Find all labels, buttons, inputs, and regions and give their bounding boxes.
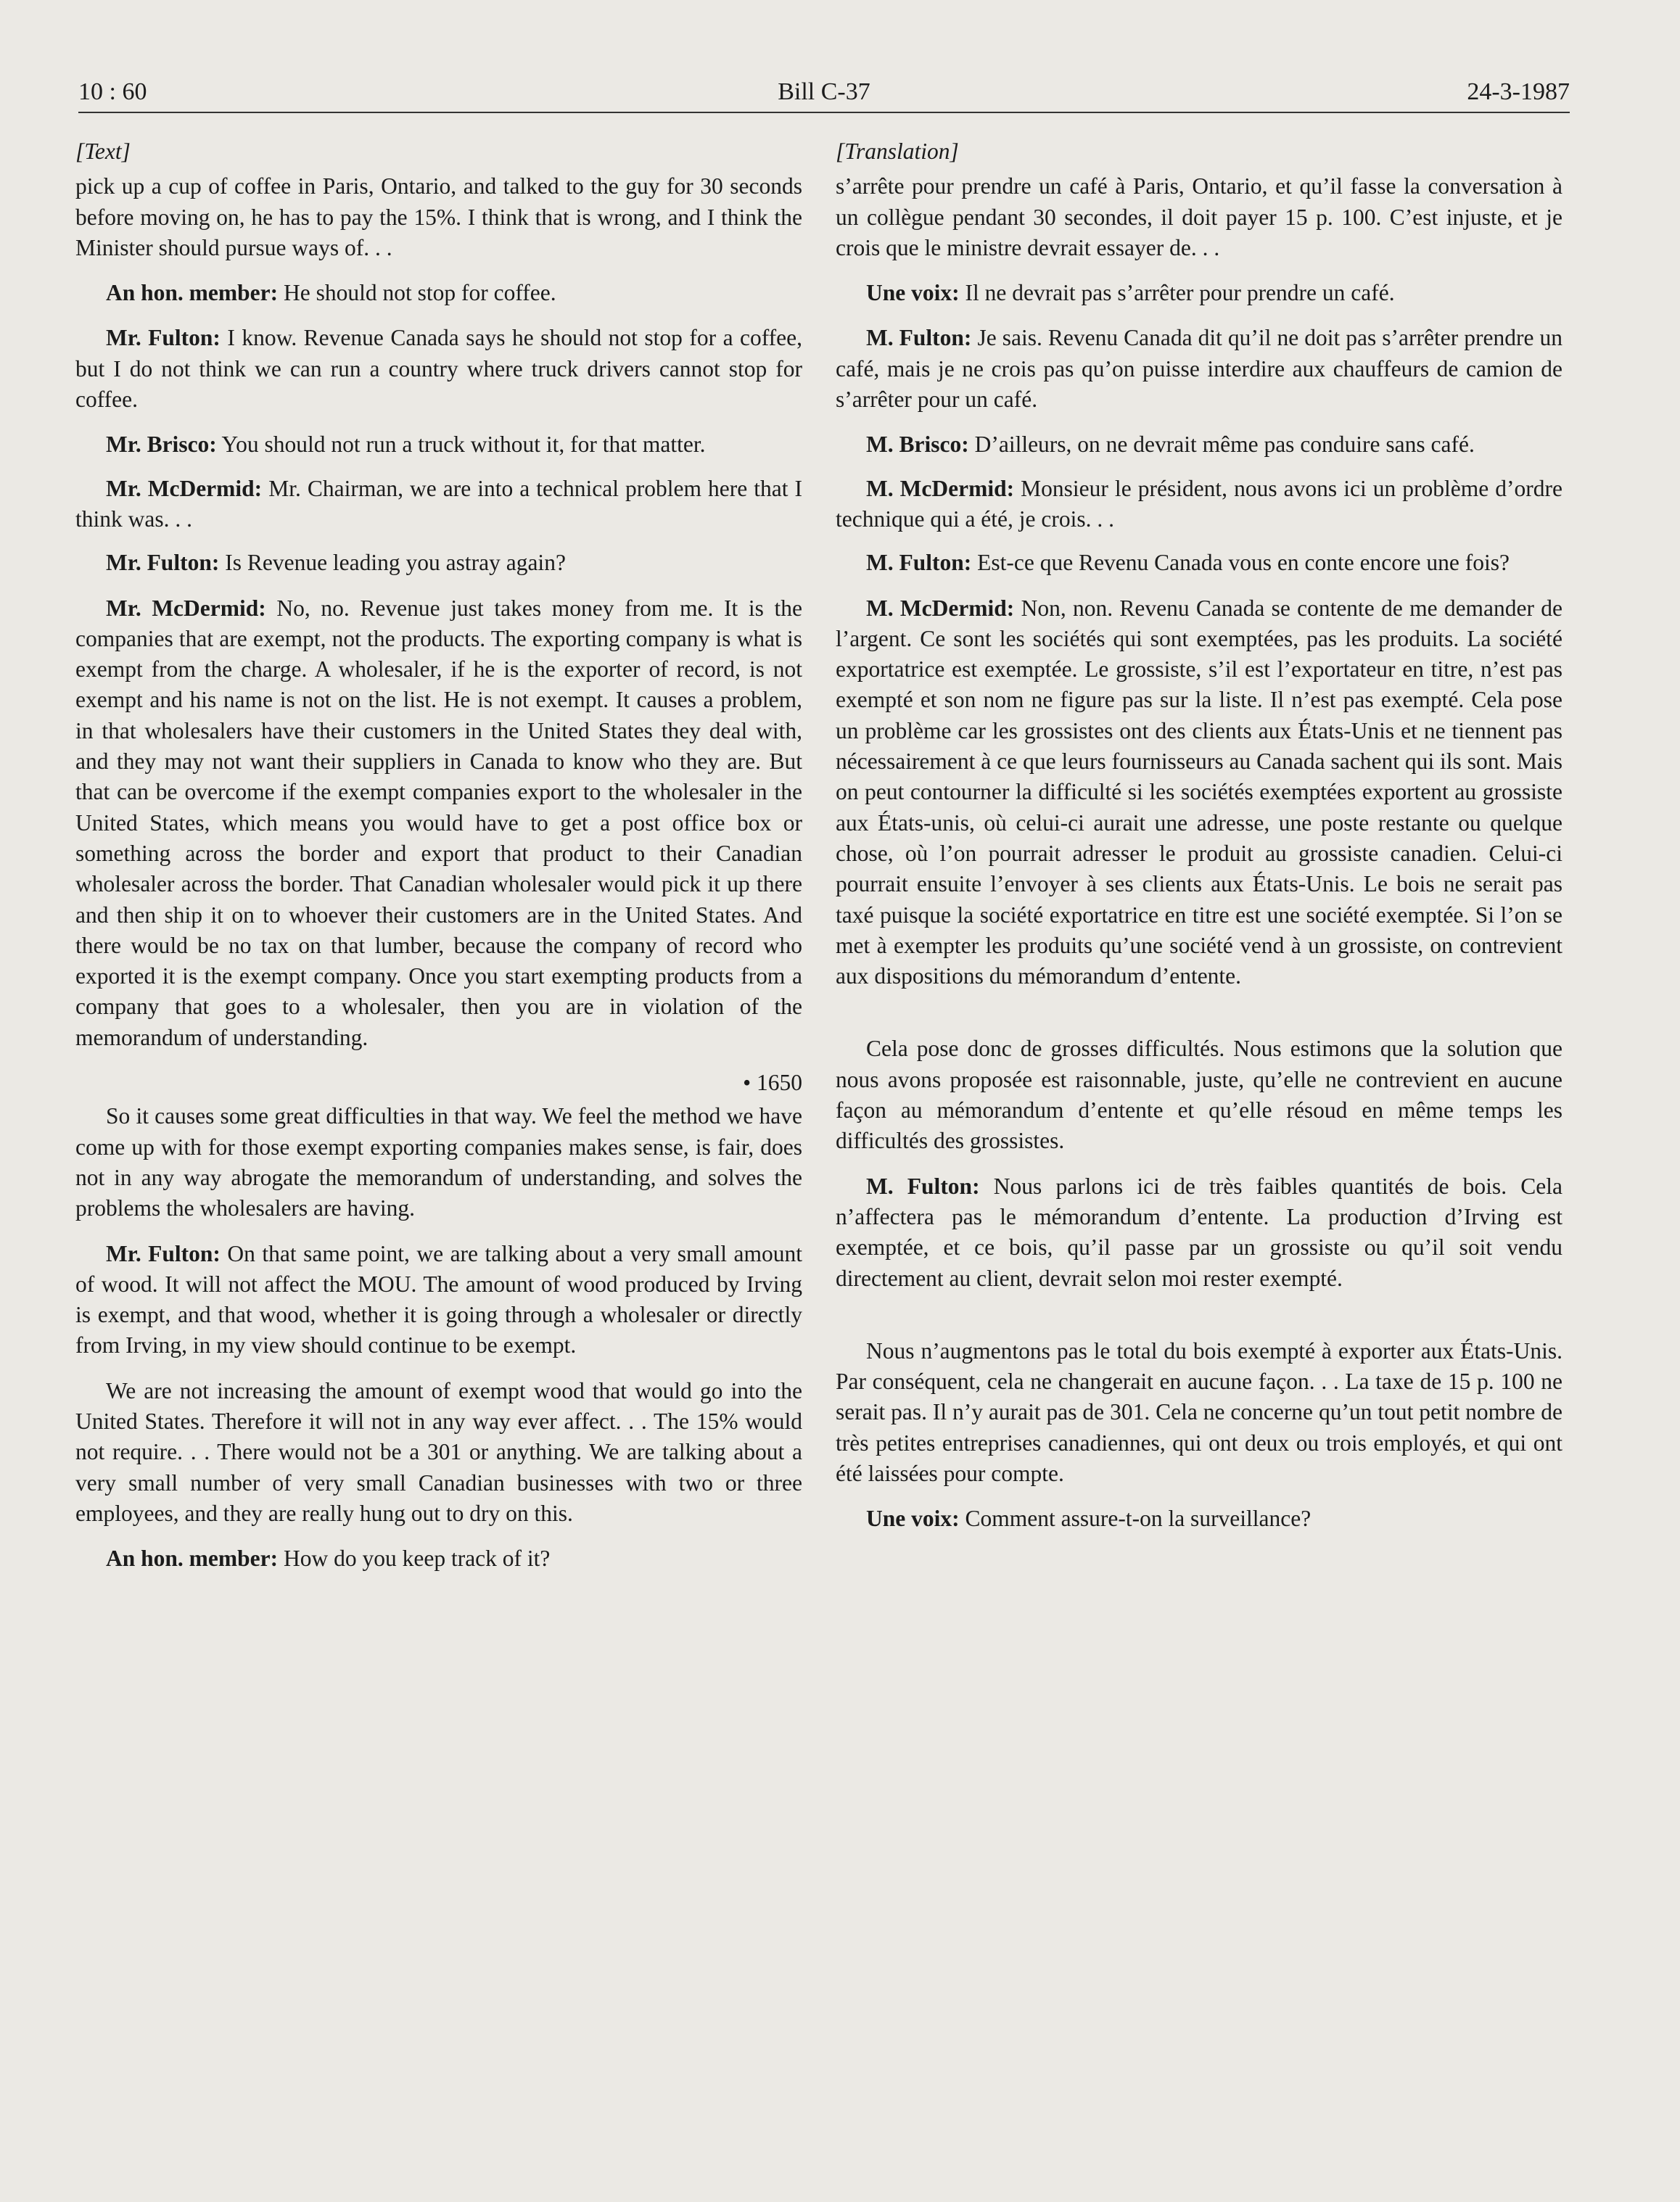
speaker: M. Fulton: — [866, 325, 972, 351]
paragraph: M. McDermid: Monsieur le président, nous avons ici un problème d’ordre technique qui a été, je crois. . . — [836, 475, 1563, 532]
speaker: M. Fulton: — [866, 1173, 980, 1199]
paragraph: pick up a cup of coffee in Paris, Ontario, and talked to the guy for 30 seconds before moving on, he has to pay the 15%. I think that is wrong, and I think the Minister should pursue ways of. . . — [75, 173, 802, 260]
paragraph: Nous n’augmentons pas le total du bois exempté à exporter aux États-Unis. Par conséquent, cela ne changerait en aucune façon. . . La taxe de 15 p. 100 ne serait pas. Il n’y aurait pas de 301. Cela ne concerne qu’un tout petit nombre de très petites entreprises canadiennes, qui ont deux ou trois employés, et qui ont été laissées pour compte. — [836, 1337, 1562, 1486]
speaker: M. Fulton: — [866, 550, 972, 576]
speaker: Une voix: — [866, 280, 960, 306]
time-mark: • 1650 — [743, 1070, 802, 1096]
paragraph: Une voix: Il ne devrait pas s’arrêter pour prendre un café. — [866, 280, 1395, 306]
page-header — [78, 73, 1570, 113]
speaker: M. McDermid: — [866, 595, 1015, 621]
paragraph: M. Brisco: D’ailleurs, on ne devrait même pas conduire sans café. — [866, 432, 1475, 458]
speaker: Mr. Fulton: — [106, 550, 220, 576]
paragraph: Mr. Brisco: You should not run a truck without it, for that matter. — [106, 432, 706, 458]
paragraph: Mr. McDermid: Mr. Chairman, we are into a technical problem here that I think was. . . — [75, 475, 802, 532]
speaker: An hon. member: — [106, 1546, 279, 1572]
page-number: 10 : 60 — [78, 78, 147, 105]
speaker: An hon. member: — [106, 280, 279, 306]
paragraph: M. Fulton: Nous parlons ici de très faibles quantités de bois. Cela n’affectera pas le mémorandum d’entente. La production d’Irving est exemptée, et ce bois, qu’il passe par un grossiste ou qu’il soit vendu directement au client, devrait selon moi rester exempté. — [836, 1173, 1562, 1291]
text-label: [Text] — [75, 139, 131, 164]
speaker: Mr. McDermid: — [106, 475, 263, 501]
paragraph: M. Fulton: Est-ce que Revenu Canada vous en conte encore une fois? — [866, 550, 1510, 576]
paragraph: Mr. Fulton: I know. Revenue Canada says he should not stop for a coffee, but I do not think we can run a country where truck drivers cannot stop for coffee. — [75, 325, 802, 413]
bill-title: Bill C-37 — [778, 78, 870, 105]
speaker: Mr. Fulton: — [106, 325, 221, 351]
paragraph: Une voix: Comment assure-t-on la surveillance? — [866, 1506, 1312, 1532]
speaker: M. McDermid: — [866, 475, 1015, 501]
paragraph: M. Fulton: Je sais. Revenu Canada dit qu’il ne doit pas s’arrêter prendre un café, mais je ne crois pas qu’on puisse interdire aux chauffeurs de camion de s’arrêter pour un café. — [836, 325, 1562, 413]
paragraph: Mr. Fulton: Is Revenue leading you astray again? — [106, 550, 566, 576]
paragraph: We are not increasing the amount of exempt wood that would go into the United States. Therefore it will not in any way ever affect. . . The 15% would not require. . . There would not be a 301 or anything. We are talking about a very small number of very small Canadian businesses with two or three employees, and they are really hung out to dry on this. — [75, 1377, 802, 1526]
paragraph: Mr. McDermid: No, no. Revenue just takes money from me. It is the companies that are exempt, not the products. The exporting company is what is exempt from the charge. A wholesaler, if he is the exporter of record, is not exempt and his name is not on the list. He is not exempt. It causes a problem, in that wholesalers have their customers in the United States they deal with, and they may not want their suppliers in Canada to know who they are. But that can be overcome if the exempt companies export to the wholesaler in the United States, which means you would have to get a post office box or something across the border and export that product to their Canadian wholesaler across the border. That Canadian wholesaler would pick it up there and then ship it on to whoever their customers are in the United States. And there would be no tax on that lumber, because the company of record who exported it is the exempt company. Once you start exempting products from a company that goes to a wholesaler, then you are in violation of the memorandum of understanding. — [75, 595, 802, 1050]
english-column — [75, 136, 802, 1588]
paragraph: An hon. member: How do you keep track of it? — [106, 1546, 551, 1572]
speaker: Mr. McDermid: — [106, 595, 266, 621]
french-column — [836, 136, 1562, 1549]
paragraph: Mr. Fulton: On that same point, we are talking about a very small amount of wood. It will not affect the MOU. The amount of wood produced by Irving is exempt, and that wood, whether it is going through a wholesaler or directly from Irving, in my view should continue to be exempt. — [75, 1240, 802, 1358]
speaker: M. Brisco: — [866, 432, 969, 458]
page-date: 24-3-1987 — [1467, 78, 1570, 105]
paragraph: Cela pose donc de grosses difficultés. Nous estimons que la solution que nous avons proposée est raisonnable, juste, qu’elle ne contrevient en aucune façon au mémorandum d’entente et qu’elle résoud en même temps les difficultés des grossistes. — [836, 1036, 1562, 1154]
speaker: Mr. Fulton: — [106, 1240, 221, 1266]
speaker: Mr. Brisco: — [106, 432, 217, 458]
paragraph: M. McDermid: Non, non. Revenu Canada se contente de me demander de l’argent. Ce sont les sociétés qui sont exemptées, pas les produits. La société exportatrice est exemptée. Le grossiste, s’il est l’exportateur en titre, n’est pas exempté et son nom ne figure pas sur la liste. Il n’est pas exempté. Cela pose un problème car les grossistes ont des clients aux États-Unis et ne tiennent pas nécessairement à ce que leurs fournisseurs au Canada sachent qui ils sont. Mais on peut contourner la difficulté si les sociétés exemptées exportent au grossiste aux États-unis, où celui-ci aurait une adresse, une poste restante ou quelque chose, où l’on pourrait adresser le produit au grossiste canadien. Celui-ci pourrait ensuite l’envoyer à ses clients aux États-Unis. Le bois ne serait pas taxé puisque la société exportatrice en titre est une société exemptée. Si l’on se met à exempter les produits qu’une société vend à un grossiste, on contrevient aux dispositions du mémorandum d’entente. — [836, 595, 1563, 989]
header-rule — [78, 112, 1570, 113]
paragraph: So it causes some great difficulties in that way. We feel the method we have come up with for those exempt exporting companies makes sense, is fair, does not in any way abrogate the memorandum of understanding, and solves the problems the wholesalers are having. — [75, 1103, 802, 1221]
paragraph: s’arrête pour prendre un café à Paris, Ontario, et qu’il fasse la conversation à un collègue pendant 30 secondes, il doit payer 15 p. 100. C’est injuste, et je crois que le ministre devrait essayer de. . . — [836, 173, 1562, 260]
paragraph: An hon. member: He should not stop for coffee. — [106, 280, 556, 306]
translation-label: [Translation] — [836, 139, 959, 164]
speaker: Une voix: — [866, 1506, 960, 1532]
